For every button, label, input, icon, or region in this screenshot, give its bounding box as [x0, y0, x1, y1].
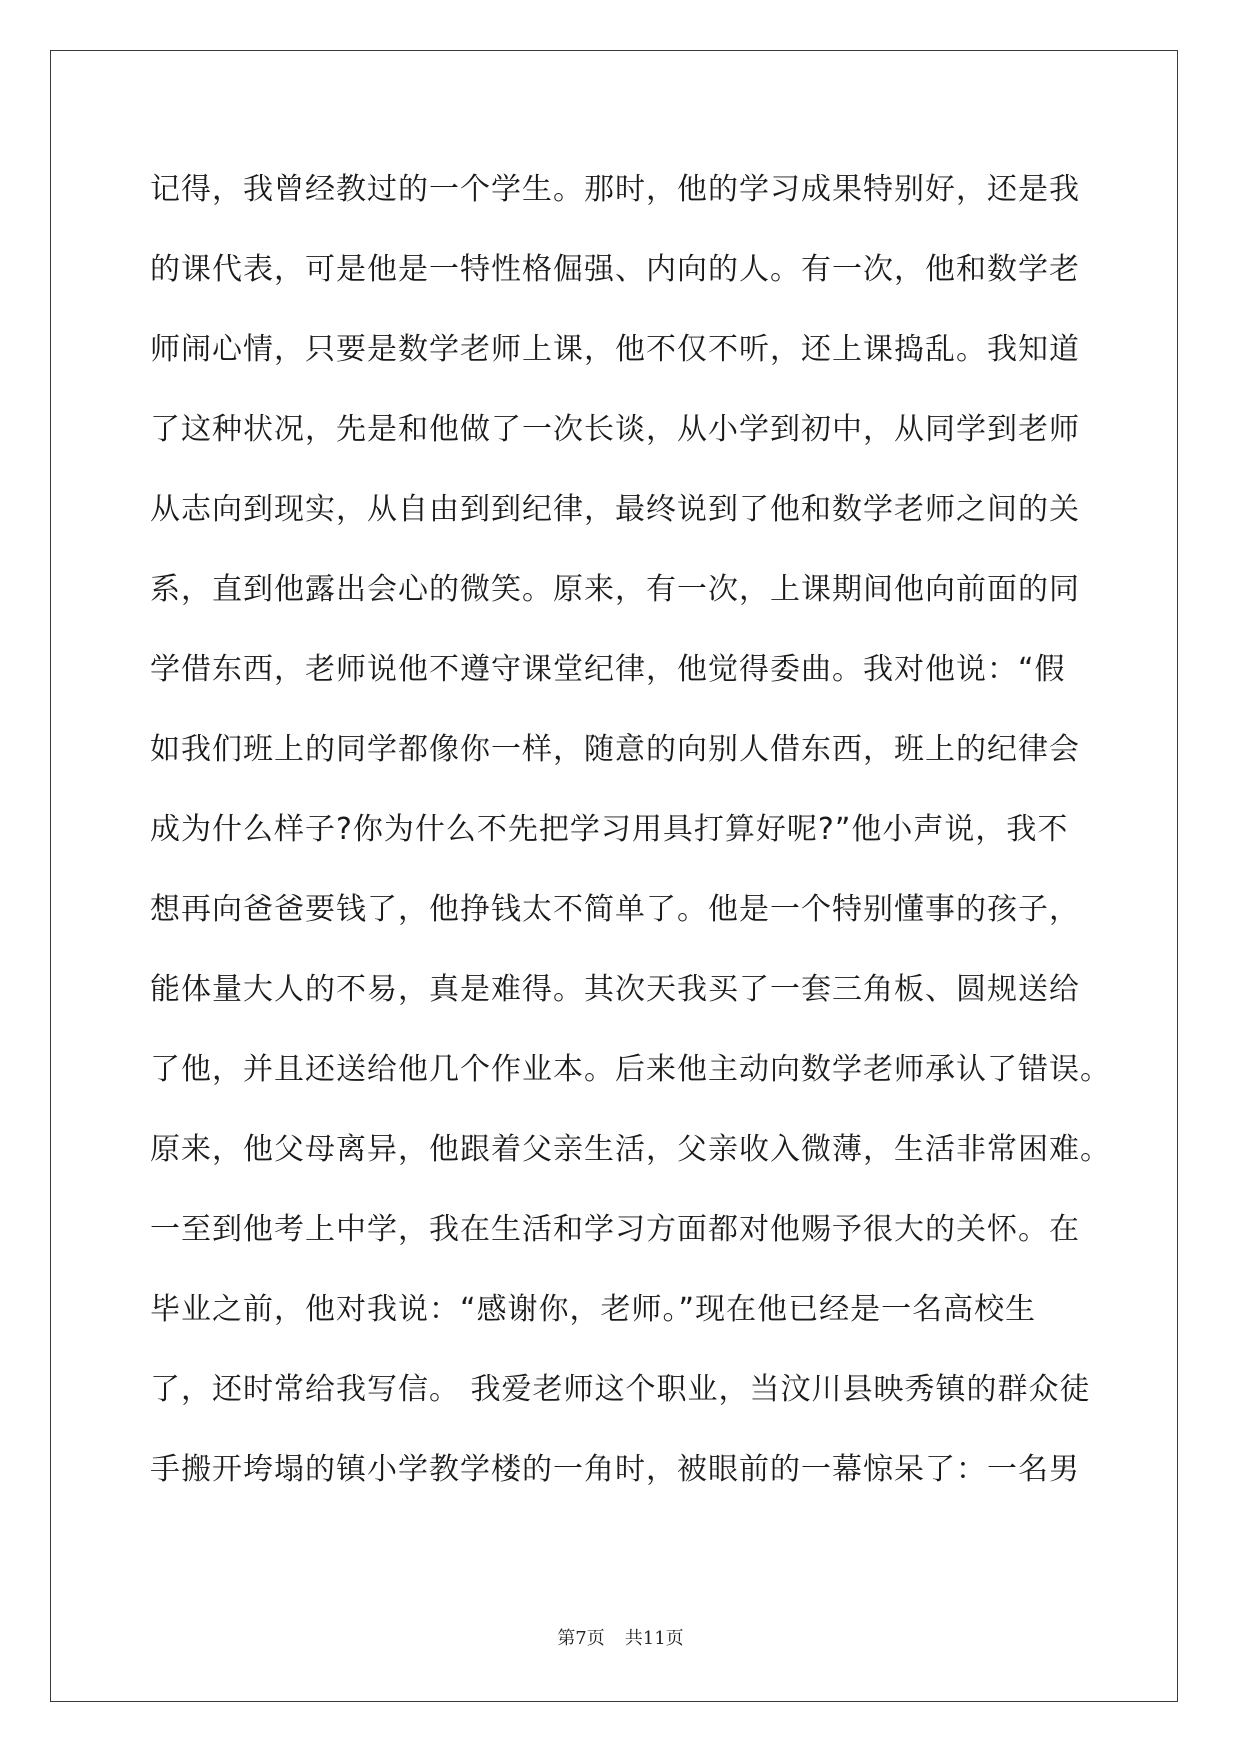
text-line: 记得，我曾经教过的一个学生。那时，他的学习成果特别好，还是我	[150, 172, 1080, 207]
text-line: 了他，并且还送给他几个作业本。后来他主动向数学老师承认了错误。	[150, 1052, 1111, 1087]
text-line: 手搬开垮塌的镇小学教学楼的一角时，被眼前的一幕惊呆了：一名男	[150, 1452, 1080, 1487]
text-line: 原来，他父母离异，他跟着父亲生活，父亲收入微薄，生活非常困难。	[150, 1132, 1111, 1167]
page-total: 共11页	[624, 1628, 684, 1649]
text-line: 了这种状况，先是和他做了一次长谈，从小学到初中，从同学到老师	[150, 412, 1080, 447]
text-line: 毕业之前，他对我说：“感谢你，老师。”现在他已经是一名高校生	[150, 1292, 1037, 1327]
page-footer	[0, 1624, 1241, 1650]
text-line: 学借东西，老师说他不遵守课堂纪律，他觉得委曲。我对他说：“假	[150, 652, 1066, 687]
text-line: 师闹心情，只要是数学老师上课，他不仅不听，还上课捣乱。我知道	[150, 332, 1080, 367]
text-line: 了，还时常给我写信。 我爱老师这个职业，当汶川县映秀镇的群众徒	[150, 1372, 1091, 1407]
page-number: 第7页	[557, 1628, 605, 1649]
text-line: 从志向到现实，从自由到到纪律，最终说到了他和数学老师之间的关	[150, 492, 1080, 527]
document-body	[150, 160, 1110, 1520]
text-line: 系，直到他露出会心的微笑。原来，有一次，上课期间他向前面的同	[150, 572, 1080, 607]
text-line: 能体量大人的不易，真是难得。其次天我买了一套三角板、圆规送给	[150, 972, 1080, 1007]
text-line: 的课代表，可是他是一特性格倔强、内向的人。有一次，他和数学老	[150, 252, 1080, 287]
text-line: 一至到他考上中学，我在生活和学习方面都对他赐予很大的关怀。在	[150, 1212, 1080, 1247]
text-line: 想再向爸爸要钱了，他挣钱太不简单了。他是一个特别懂事的孩子，	[150, 892, 1080, 927]
text-line: 如我们班上的同学都像你一样，随意的向别人借东西，班上的纪律会	[150, 732, 1080, 767]
text-line: 成为什么样子?你为什么不先把学习用具打算好呢?”他小声说，我不	[150, 812, 1069, 847]
